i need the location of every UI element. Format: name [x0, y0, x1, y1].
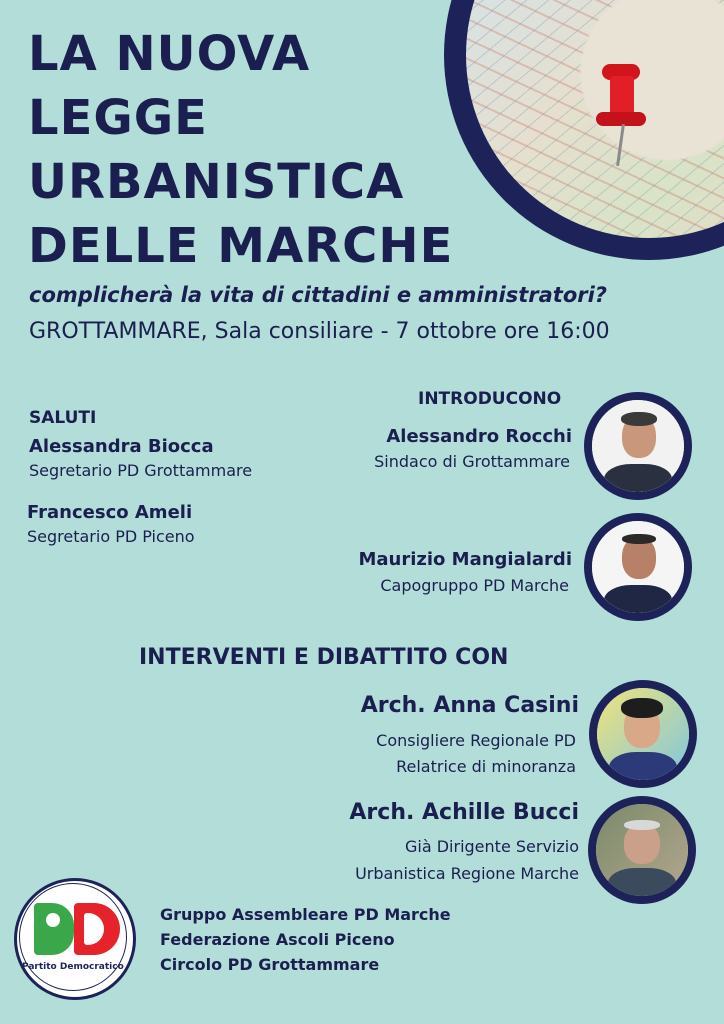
- pd-logo-text: Partito Democratico: [22, 962, 124, 972]
- event-location-date: GROTTAMMARE, Sala consiliare - 7 ottobre ore 16:00: [29, 319, 610, 344]
- introducono-heading: INTRODUCONO: [418, 389, 562, 409]
- saluti-name-2: Francesco Ameli: [27, 502, 193, 523]
- map-image: [466, 0, 724, 238]
- saluti-role-2: Segretario PD Piceno: [27, 527, 195, 546]
- introducono-name-1: Alessandro Rocchi: [386, 426, 572, 447]
- poster-title: LA NUOVA LEGGE URBANISTICA DELLE MARCHE: [28, 26, 454, 274]
- introducono-name-2: Maurizio Mangialardi: [358, 549, 572, 570]
- saluti-name-1: Alessandra Biocca: [29, 436, 214, 457]
- avatar-alessandro-rocchi: [584, 392, 692, 500]
- poster-subtitle: complicherà la vita di cittadini e amministratori?: [29, 283, 607, 307]
- interventi-role-1a: Consigliere Regionale PD: [376, 731, 576, 750]
- interventi-role-2a: Già Dirigente Servizio: [405, 837, 579, 856]
- pd-logo-p-letter: [34, 903, 74, 955]
- organizers-list: [160, 902, 451, 977]
- interventi-name-1: Arch. Anna Casini: [360, 693, 579, 718]
- pd-logo-p-hole: [46, 913, 60, 927]
- organizer-line: Circolo PD Grottammare: [160, 955, 380, 974]
- avatar-maurizio-mangialardi: [584, 513, 692, 621]
- avatar-anna-casini: [589, 680, 697, 788]
- organizer-line: Gruppo Assembleare PD Marche: [160, 905, 451, 924]
- interventi-role-2b: Urbanistica Regione Marche: [355, 864, 579, 883]
- introducono-role-2: Capogruppo PD Marche: [380, 576, 569, 595]
- interventi-name-2: Arch. Achille Bucci: [349, 800, 579, 825]
- saluti-heading: SALUTI: [29, 408, 97, 428]
- interventi-role-1b: Relatrice di minoranza: [396, 757, 576, 776]
- saluti-role-1: Segretario PD Grottammare: [29, 461, 253, 480]
- interventi-heading: INTERVENTI E DIBATTITO CON: [139, 645, 509, 670]
- avatar-achille-bucci: [588, 796, 696, 904]
- pushpin-needle: [616, 124, 625, 166]
- introducono-role-1: Sindaco di Grottammare: [374, 452, 570, 471]
- organizer-line: Federazione Ascoli Piceno: [160, 930, 395, 949]
